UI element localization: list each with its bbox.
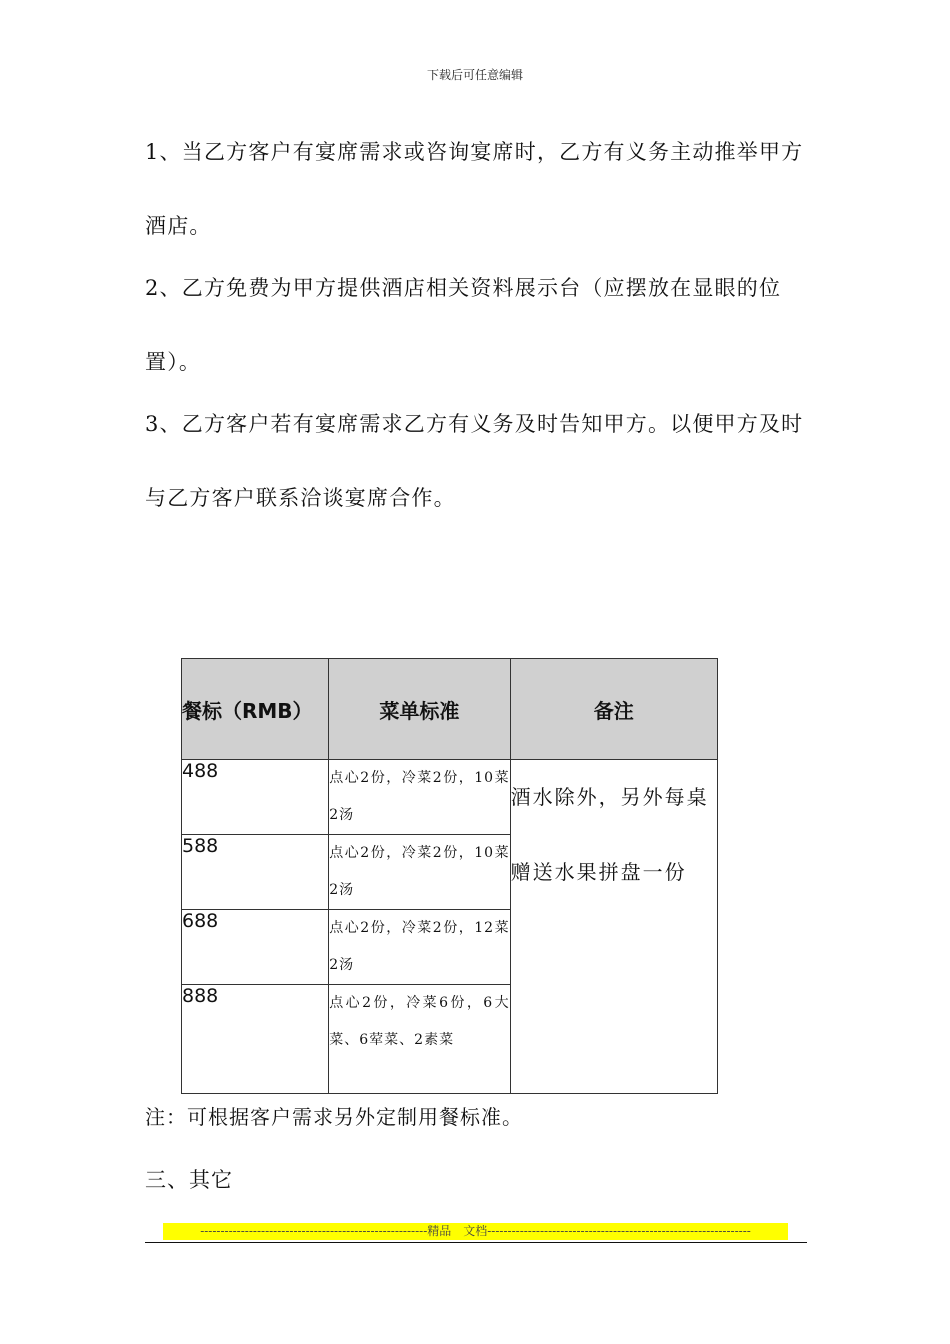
menu-standard-table [181, 658, 718, 1094]
paragraph-3-line-1: 3、乙方客户若有宴席需求乙方有义务及时告知甲方。以便甲方及时 [145, 412, 804, 436]
page-header: 下载后可任意编辑 [426, 68, 523, 82]
footer-divider [145, 1242, 807, 1243]
standard-cell: 点心2份，冷菜2份，10菜2汤 [329, 835, 510, 910]
price-cell: 488 [182, 760, 329, 835]
table-note: 注：可根据客户需求另外定制用餐标准。 [145, 1105, 523, 1129]
section-heading: 三、其它 [145, 1168, 233, 1192]
price-cell: 688 [182, 910, 329, 985]
standard-cell: 点心2份，冷菜2份，10菜2汤 [329, 760, 510, 835]
paragraph-3-line-2: 与乙方客户联系洽谈宴席合作。 [145, 486, 456, 510]
standard-cell: 点心2份，冷菜6份，6大菜、6荤菜、2素菜 [329, 985, 510, 1094]
header-remark: 备注 [510, 659, 717, 760]
paragraph-2-line-2: 置）。 [145, 350, 202, 374]
paragraph-2-line-1: 2、乙方免费为甲方提供酒店相关资料展示台（应摆放在显眼的位 [145, 276, 782, 300]
table-row [182, 760, 718, 835]
standard-cell: 点心2份，冷菜2份，12菜2汤 [329, 910, 510, 985]
footer-highlight-text: --------------------------------------------------------精品 文档----------------------------------------------------------------- [163, 1223, 788, 1240]
price-cell: 588 [182, 835, 329, 910]
remark-cell: 酒水除外，另外每桌赠送水果拼盘一份 [510, 760, 717, 1094]
table-header-row [182, 659, 718, 760]
header-price: 餐标（RMB） [182, 659, 329, 760]
price-cell: 888 [182, 985, 329, 1094]
header-menu-standard: 菜单标准 [329, 659, 510, 760]
paragraph-1-line-2: 酒店。 [145, 214, 212, 238]
paragraph-1-line-1: 1、当乙方客户有宴席需求或咨询宴席时，乙方有义务主动推举甲方 [145, 140, 804, 164]
